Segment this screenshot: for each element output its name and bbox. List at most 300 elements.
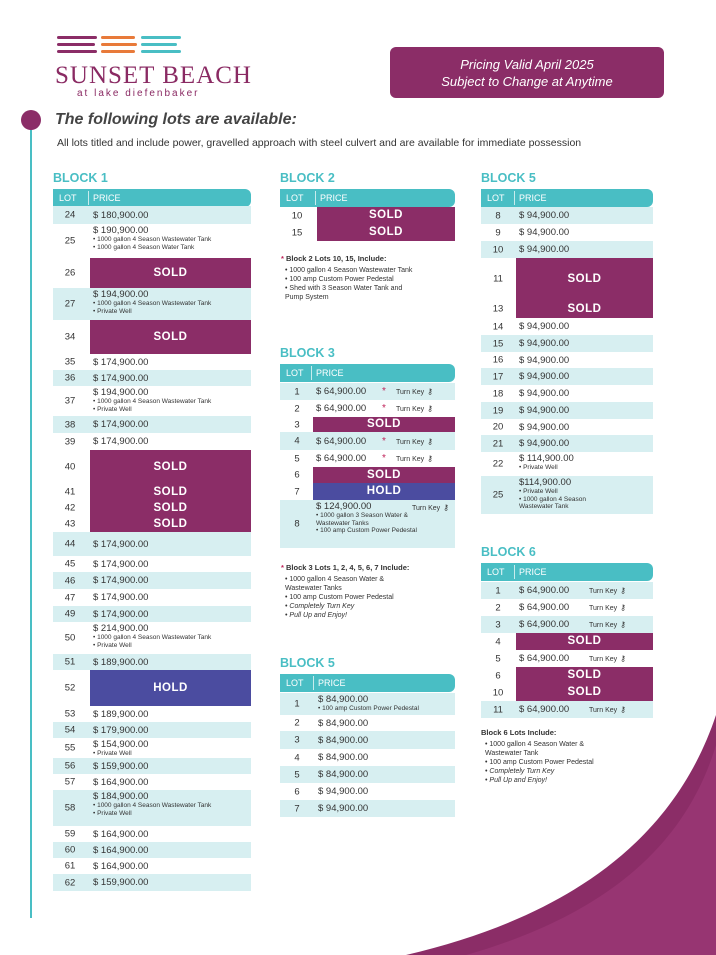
lot-notes	[318, 705, 419, 713]
status-sold-badge: SOLD	[516, 633, 653, 650]
block1-row-59	[53, 826, 251, 842]
lot-note: Wastewater Tank	[519, 503, 569, 510]
header-lot: LOT	[286, 368, 304, 378]
block3-row-8	[280, 500, 455, 548]
block1-row-24	[53, 206, 251, 224]
notes-title-text: Block 3 Lots 1, 2, 4, 5, 6, 7 Include:	[286, 563, 410, 572]
brand-tagline: at lake diefenbaker	[77, 88, 200, 99]
block5b-title: BLOCK 5	[280, 656, 335, 670]
lot-number: 61	[64, 860, 76, 872]
lot-note: • Private Well	[93, 307, 132, 315]
lot-note: • 100 amp Custom Power Pedestal	[316, 527, 417, 534]
lot-number: 7	[294, 486, 300, 497]
note-item: • Pull Up and Enjoy!	[485, 777, 547, 784]
lot-price: $ 164,900.00	[93, 844, 149, 856]
lot-price: $ 194,900.00	[93, 289, 149, 300]
lot-price: $ 64,900.00	[316, 386, 367, 397]
block1-row-41	[53, 484, 251, 500]
lot-number: 22	[492, 458, 504, 470]
block1-row-50	[53, 622, 251, 654]
lot-number: 39	[64, 436, 76, 447]
block1-row-43	[53, 516, 251, 532]
block6-row-2	[481, 599, 653, 616]
lot-note: • 1000 gallon 4 Season Wastewater Tank	[93, 802, 212, 809]
block3-row-2	[280, 400, 455, 417]
lot-note: • Private Well	[93, 405, 132, 413]
block5a-row-22	[481, 452, 653, 476]
lot-number: 53	[64, 708, 76, 720]
lot-price: $ 189,900.00	[93, 708, 149, 720]
block6-row-3	[481, 616, 653, 633]
block5a-row-17	[481, 368, 653, 385]
brand-logo	[55, 34, 255, 104]
block6-row-5	[481, 650, 653, 667]
pricing-line-2: Subject to Change at Anytime	[441, 74, 613, 89]
lot-number: 54	[64, 724, 76, 736]
lot-price: $ 159,900.00	[93, 760, 149, 772]
header-price: PRICE	[320, 193, 348, 203]
status-sold-badge: SOLD	[90, 500, 251, 516]
lot-price: $ 174,900.00	[93, 558, 149, 570]
key-icon: ⚷	[620, 603, 626, 612]
lot-number: 10	[492, 244, 504, 255]
status-hold-badge: HOLD	[313, 483, 455, 500]
lot-number: 60	[64, 844, 76, 856]
header-price: PRICE	[93, 193, 121, 203]
intro-text: All lots titled and include power, gravelled approach with steel culvert and are available for immediate possession	[57, 137, 582, 149]
lot-note: • 1000 gallon 4 Season	[519, 495, 586, 503]
lot-number: 17	[492, 371, 504, 382]
lot-number: 51	[64, 656, 76, 668]
header-price: PRICE	[519, 193, 547, 203]
lot-number: 1	[294, 698, 300, 710]
lot-number: 15	[291, 227, 303, 238]
lot-number: 45	[64, 558, 76, 570]
lot-number: 2	[495, 602, 501, 613]
note-item: • Shed with 3 Season Water Tank and	[285, 285, 403, 292]
block3-notes-title	[281, 563, 409, 572]
status-sold-badge: SOLD	[317, 224, 455, 241]
block1-title: BLOCK 1	[53, 171, 108, 185]
lot-number: 27	[64, 298, 76, 310]
lot-number: 43	[64, 518, 76, 530]
turn-key-text: Turn Key	[589, 707, 618, 714]
lot-number: 2	[294, 403, 300, 414]
status-sold-badge: SOLD	[516, 684, 653, 701]
key-icon: ⚷	[427, 436, 433, 446]
block5a-row-9	[481, 224, 653, 241]
turn-key-label	[589, 603, 626, 612]
lot-price: $ 174,900.00	[93, 592, 149, 603]
lot-number: 35	[64, 356, 76, 368]
lot-notes	[519, 464, 558, 472]
lot-notes	[93, 802, 211, 817]
lot-price: $ 124,900.00	[316, 501, 372, 512]
lot-price: $ 94,900.00	[519, 388, 570, 399]
lot-price: $ 64,900.00	[316, 453, 367, 464]
lot-price: $ 64,900.00	[519, 619, 570, 630]
block3-row-7	[280, 483, 455, 500]
header-separator	[315, 191, 316, 205]
block5b-table-header	[280, 674, 455, 692]
block1-row-38	[53, 416, 251, 433]
lot-note: • Private Well	[519, 488, 558, 495]
block6-row-6	[481, 667, 653, 684]
lot-price: $ 64,900.00	[519, 585, 570, 596]
note-item: • 100 amp Custom Power Pedestal	[285, 276, 394, 283]
block5a-row-16	[481, 352, 653, 368]
asterisk-icon: *	[281, 563, 287, 572]
lot-notes	[93, 398, 211, 413]
block2-notes-title	[281, 254, 386, 263]
key-icon: ⚷	[427, 404, 433, 413]
note-item: • Pull Up and Enjoy!	[285, 612, 347, 619]
block1-row-62	[53, 874, 251, 891]
lot-number: 7	[294, 803, 300, 814]
header-lot: LOT	[286, 193, 304, 203]
note-item: • Completely Turn Key	[485, 768, 555, 775]
block5a-row-19	[481, 402, 653, 419]
turn-key-text: Turn Key	[396, 456, 425, 463]
lot-notes	[93, 300, 211, 315]
lot-price: $114,900.00	[519, 477, 572, 488]
lot-number: 4	[294, 752, 300, 763]
block6-row-4	[481, 633, 653, 650]
turn-key-label	[396, 437, 433, 446]
key-icon: ⚷	[620, 705, 626, 714]
turn-key-label	[589, 654, 626, 663]
turn-key-label	[589, 705, 626, 714]
lot-number: 40	[64, 461, 76, 473]
block3-table-header	[280, 364, 455, 382]
lot-number: 16	[492, 354, 504, 366]
lot-number: 8	[294, 518, 300, 530]
lot-price: $ 114,900.00	[519, 453, 574, 464]
block5a-row-14	[481, 318, 653, 335]
lot-number: 1	[294, 386, 300, 397]
turn-key-label	[396, 454, 433, 463]
asterisk-icon: *	[281, 254, 287, 263]
status-sold-badge: SOLD	[317, 207, 455, 224]
status-sold-badge: SOLD	[90, 516, 251, 532]
block1-row-58	[53, 790, 251, 826]
block1-row-40	[53, 450, 251, 484]
price-asterisk: *	[382, 386, 386, 397]
block1-row-53	[53, 706, 251, 722]
lot-price: $ 174,900.00	[93, 436, 149, 447]
block5b-row-1	[280, 693, 455, 715]
lot-price: $ 94,900.00	[318, 803, 369, 814]
lot-number: 34	[64, 331, 76, 343]
header-price: PRICE	[316, 368, 344, 378]
block2-row-15	[280, 224, 455, 241]
lot-price: $ 84,900.00	[318, 769, 369, 780]
lot-note: • 100 amp Custom Power Pedestal	[318, 705, 419, 712]
turn-key-text: Turn Key	[589, 622, 618, 629]
block6-title: BLOCK 6	[481, 545, 536, 559]
turn-key-label	[589, 586, 626, 595]
block1-row-25	[53, 224, 251, 258]
status-sold-badge: SOLD	[90, 258, 251, 288]
block5a-row-25	[481, 476, 653, 514]
block1-row-60	[53, 842, 251, 858]
status-hold-badge: HOLD	[90, 670, 251, 706]
key-icon: ⚷	[620, 620, 626, 629]
lot-price: $ 84,900.00	[318, 752, 369, 763]
status-sold-badge: SOLD	[313, 467, 455, 483]
lot-note: • 1000 gallon 4 Season Wastewater Tank	[93, 634, 212, 641]
block5a-row-10	[481, 241, 653, 258]
lot-price: $ 174,900.00	[93, 372, 149, 384]
lot-price: $ 94,900.00	[519, 354, 570, 366]
lot-price: $ 164,900.00	[93, 860, 149, 872]
lot-number: 11	[493, 704, 503, 715]
lot-number: 6	[495, 670, 501, 681]
block1-row-27	[53, 288, 251, 320]
note-item: • 1000 gallon 4 Season Water &	[485, 741, 585, 748]
turn-key-text: Turn Key	[396, 438, 425, 446]
lot-price: $ 174,900.00	[93, 538, 149, 550]
lot-note: • 1000 gallon 4 Season Wastewater Tank	[93, 300, 212, 307]
lot-number: 25	[492, 489, 504, 501]
pricing-banner	[390, 47, 664, 98]
status-sold-badge: SOLD	[313, 417, 455, 432]
lot-price: $ 94,900.00	[519, 421, 570, 433]
lot-number: 6	[294, 469, 300, 481]
lot-price: $ 64,900.00	[316, 403, 367, 414]
block3-row-3	[280, 417, 455, 432]
header-separator	[311, 366, 312, 380]
lot-number: 3	[294, 734, 300, 746]
lot-price: $ 94,900.00	[519, 438, 570, 449]
lot-number: 13	[492, 303, 504, 315]
lot-price: $ 214,900.00	[93, 623, 149, 634]
lot-price: $ 164,900.00	[93, 776, 149, 788]
lot-note: Wastewater Tanks	[316, 519, 369, 527]
lot-price: $ 64,900.00	[519, 602, 570, 613]
status-sold-badge: SOLD	[516, 300, 653, 318]
lot-number: 36	[64, 372, 76, 384]
header-lot: LOT	[487, 567, 505, 577]
lot-notes	[93, 236, 211, 251]
block1-row-36	[53, 370, 251, 386]
block3-title: BLOCK 3	[280, 346, 335, 360]
lot-number: 14	[492, 321, 504, 332]
lot-note: • 1000 gallon 3 Season Water &	[316, 512, 409, 519]
block5a-row-11	[481, 258, 653, 300]
block2-notes-list	[285, 266, 412, 302]
lot-notes	[519, 488, 586, 511]
lot-note: • Private Well	[93, 641, 132, 649]
lot-number: 44	[64, 538, 76, 550]
block3-row-4	[280, 432, 455, 450]
lot-number: 47	[64, 592, 76, 603]
lot-number: 3	[294, 419, 300, 430]
header-price: PRICE	[318, 678, 346, 688]
lot-number: 10	[291, 210, 303, 221]
note-item: • 1000 gallon 4 Season Water &	[285, 576, 385, 583]
lot-number: 4	[495, 636, 501, 647]
lot-note: • 1000 gallon 4 Season Wastewater Tank	[93, 398, 212, 405]
lot-number: 4	[294, 435, 300, 447]
lot-note: • 1000 gallon 4 Season Wastewater Tank	[93, 236, 212, 243]
lot-price: $ 94,900.00	[519, 405, 570, 416]
header-separator	[88, 191, 89, 205]
price-asterisk: *	[382, 403, 386, 414]
lot-number: 1	[495, 585, 501, 596]
lot-price: $ 64,900.00	[519, 653, 570, 664]
lot-number: 56	[64, 760, 76, 772]
status-sold-badge: SOLD	[516, 258, 653, 300]
lot-note: • 1000 gallon 4 Season Water Tank	[93, 243, 195, 251]
lot-number: 9	[495, 227, 501, 238]
lot-number: 59	[64, 828, 76, 840]
block1-row-46	[53, 572, 251, 589]
lot-number: 18	[492, 388, 504, 399]
lot-price: $ 94,900.00	[519, 371, 570, 382]
lot-number: 46	[64, 575, 76, 586]
lot-number: 19	[492, 405, 504, 416]
note-item: Pump System	[285, 294, 329, 301]
block6-row-1	[481, 582, 653, 599]
block1-row-56	[53, 758, 251, 774]
header-separator	[313, 676, 314, 690]
note-item: • 100 amp Custom Power Pedestal	[485, 759, 594, 766]
block1-row-45	[53, 556, 251, 572]
lot-number: 38	[64, 419, 76, 430]
lot-number: 58	[64, 802, 76, 814]
lot-number: 5	[495, 653, 501, 664]
price-asterisk: *	[382, 435, 386, 447]
status-sold-badge: SOLD	[516, 667, 653, 684]
lot-number: 6	[294, 786, 300, 797]
block2-row-10	[280, 207, 455, 224]
header-lot: LOT	[286, 678, 304, 688]
block1-row-26	[53, 258, 251, 288]
key-icon: ⚷	[620, 586, 626, 595]
block1-row-44	[53, 532, 251, 556]
block1-row-54	[53, 722, 251, 738]
block3-row-1	[280, 383, 455, 400]
block3-row-5	[280, 450, 455, 467]
lot-price: $ 194,900.00	[93, 387, 149, 398]
block5a-row-15	[481, 335, 653, 352]
lot-note: • Private Well	[93, 750, 132, 757]
lot-price: $ 174,900.00	[93, 419, 149, 430]
turn-key-text: Turn Key	[589, 656, 618, 663]
turn-key-label	[589, 620, 626, 629]
block2-table-header	[280, 189, 455, 207]
lot-price: $ 84,900.00	[318, 734, 369, 746]
lot-number: 20	[492, 421, 504, 433]
block6-row-10	[481, 684, 653, 701]
block1-table-header	[53, 189, 251, 207]
header-separator	[514, 191, 515, 205]
block5a-row-18	[481, 385, 653, 402]
note-item: • 1000 gallon 4 Season Wastewater Tank	[285, 267, 413, 274]
lot-notes	[316, 512, 417, 535]
lot-price: $ 154,900.00	[93, 739, 149, 750]
lot-price: $ 159,900.00	[93, 877, 149, 888]
lot-number: 52	[64, 682, 76, 694]
brand-name: SUNSET BEACH	[55, 62, 252, 89]
lot-price: $ 94,900.00	[519, 244, 570, 255]
lot-price: $ 164,900.00	[93, 828, 149, 840]
lot-number: 10	[492, 687, 504, 698]
lot-price: $ 64,900.00	[316, 435, 367, 447]
key-icon: ⚷	[427, 387, 433, 396]
note-item: • 100 amp Custom Power Pedestal	[285, 594, 394, 601]
lot-number: 5	[294, 453, 300, 464]
lot-number: 11	[493, 273, 503, 285]
turn-key-text: Turn Key	[589, 605, 618, 612]
turn-key-label	[396, 387, 433, 396]
header-separator	[514, 565, 515, 579]
lot-number: 3	[495, 619, 501, 630]
pricing-line-1: Pricing Valid April 2025	[460, 57, 594, 72]
block5a-table-header	[481, 189, 653, 207]
lot-price: $ 84,900.00	[318, 717, 369, 729]
block1-row-49	[53, 606, 251, 622]
key-icon: ⚷	[620, 654, 626, 663]
turn-key-text: Turn Key	[412, 505, 441, 512]
lot-note: • Private Well	[519, 464, 558, 471]
block1-row-57	[53, 774, 251, 790]
lot-price: $ 94,900.00	[519, 338, 570, 349]
lot-number: 5	[294, 769, 300, 780]
lot-price: $ 84,900.00	[318, 694, 369, 705]
lot-price: $ 94,900.00	[519, 210, 570, 221]
lot-price: $ 184,900.00	[93, 791, 149, 802]
note-item: Wastewater Tank	[485, 750, 539, 757]
lot-number: 42	[64, 502, 76, 514]
key-icon: ⚷	[427, 454, 433, 463]
lot-number: 2	[294, 717, 300, 729]
block1-row-37	[53, 386, 251, 416]
status-sold-badge: SOLD	[90, 320, 251, 354]
lot-number: 24	[64, 209, 76, 221]
lot-number: 8	[495, 210, 501, 221]
corner-swoosh	[346, 715, 716, 955]
block1-row-55	[53, 738, 251, 758]
key-icon: ⚷	[443, 503, 449, 512]
block1-row-39	[53, 433, 251, 450]
lot-number: 62	[64, 877, 76, 888]
turn-key-label	[412, 503, 449, 512]
lot-price: $ 174,900.00	[93, 608, 149, 620]
block1-row-52	[53, 670, 251, 706]
block1-row-35	[53, 354, 251, 370]
turn-key-text: Turn Key	[396, 389, 425, 396]
lot-number: 55	[64, 742, 76, 754]
lot-price: $ 179,900.00	[93, 724, 149, 736]
lot-note: • Private Well	[93, 809, 132, 817]
lot-number: 57	[64, 776, 76, 788]
block1-row-47	[53, 589, 251, 606]
lot-price: $ 174,900.00	[93, 356, 149, 368]
lot-number: 50	[64, 632, 76, 644]
header-lot: LOT	[59, 193, 77, 203]
lot-price: $ 94,900.00	[519, 321, 570, 332]
lot-notes	[93, 750, 132, 758]
header-price: PRICE	[519, 567, 547, 577]
lot-price: $ 64,900.00	[519, 704, 570, 715]
lot-number: 25	[64, 235, 76, 247]
lot-number: 37	[64, 395, 76, 407]
block5a-row-21	[481, 435, 653, 452]
header-lot: LOT	[487, 193, 505, 203]
notes-title-text: Block 6 Lots Include:	[481, 728, 557, 737]
